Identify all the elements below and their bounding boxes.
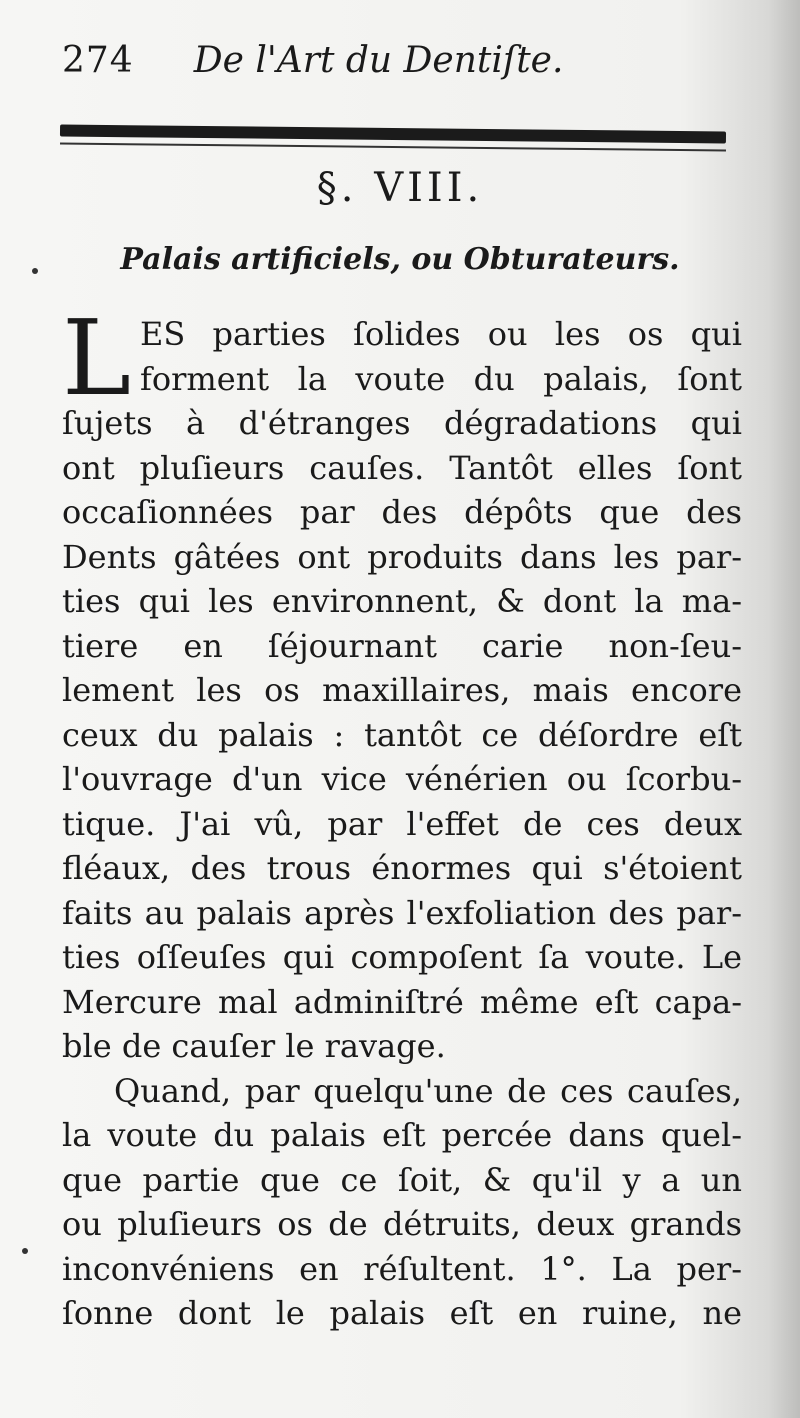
text-line: ont pluſieurs cauſes. Tantôt elles ſont (62, 448, 742, 487)
page-number: 274 (62, 40, 134, 81)
drop-cap: L (62, 297, 132, 419)
text-line: forment la voute du palais, ſont (140, 359, 742, 398)
text-line: faits au palais après l'exfoliation des par- (62, 893, 742, 932)
running-head: De l'Art du Dentiſte. (193, 40, 564, 81)
page-header (62, 40, 742, 100)
text-line: Mercure mal adminiſtré même eſt capa- (62, 982, 742, 1021)
text-line: tique. J'ai vû, par l'effet de ces deux (62, 804, 742, 843)
text-line: ſujets à d'étranges dégradations qui (62, 404, 742, 442)
text-line: ties oſſeuſes qui compoſent ſa voute. Le (62, 938, 742, 976)
header-rule-thick (60, 125, 726, 144)
text-line: inconvéniens en réſultent. 1°. La per- (62, 1249, 742, 1288)
text-line: ceux du palais : tantôt ce déſordre eſt (62, 715, 742, 754)
header-rule-thin (60, 143, 726, 152)
text-line: fléaux, des trous énormes qui s'étoient (62, 849, 742, 887)
text-line: Quand, par quelqu'une de ces cauſes, (114, 1071, 742, 1110)
text-line: la voute du palais eſt percée dans quel- (62, 1116, 742, 1154)
text-line: ou pluſieurs os de détruits, deux grands (62, 1205, 742, 1243)
ink-speck (22, 1248, 28, 1254)
section-title: Palais artificiels, ou Obturateurs. (120, 242, 680, 277)
text-line: l'ouvrage d'un vice vénérien ou ſcorbu- (62, 760, 742, 798)
text-line: Dents gâtées ont produits dans les par- (62, 537, 742, 576)
text-line: tiere en ſéjournant carie non-ſeu- (62, 626, 742, 665)
text-line: ble de cauſer le ravage. (62, 1027, 446, 1065)
text-line: occaſionnées par des dépôts que des (62, 493, 742, 531)
ink-speck (32, 268, 38, 274)
text-line: que partie que ce ſoit, & qu'il y a un (62, 1160, 742, 1199)
body-text (62, 297, 742, 1336)
text-line: ſonne dont le palais eſt en ruine, ne (62, 1294, 742, 1332)
section-number: §. VIII. (316, 165, 484, 211)
text-line: lement les os maxillaires, mais encore (62, 671, 742, 709)
text-line: ties qui les environnent, & dont la ma- (62, 582, 742, 620)
text-line: ES parties ſolides ou les os qui (140, 315, 742, 353)
